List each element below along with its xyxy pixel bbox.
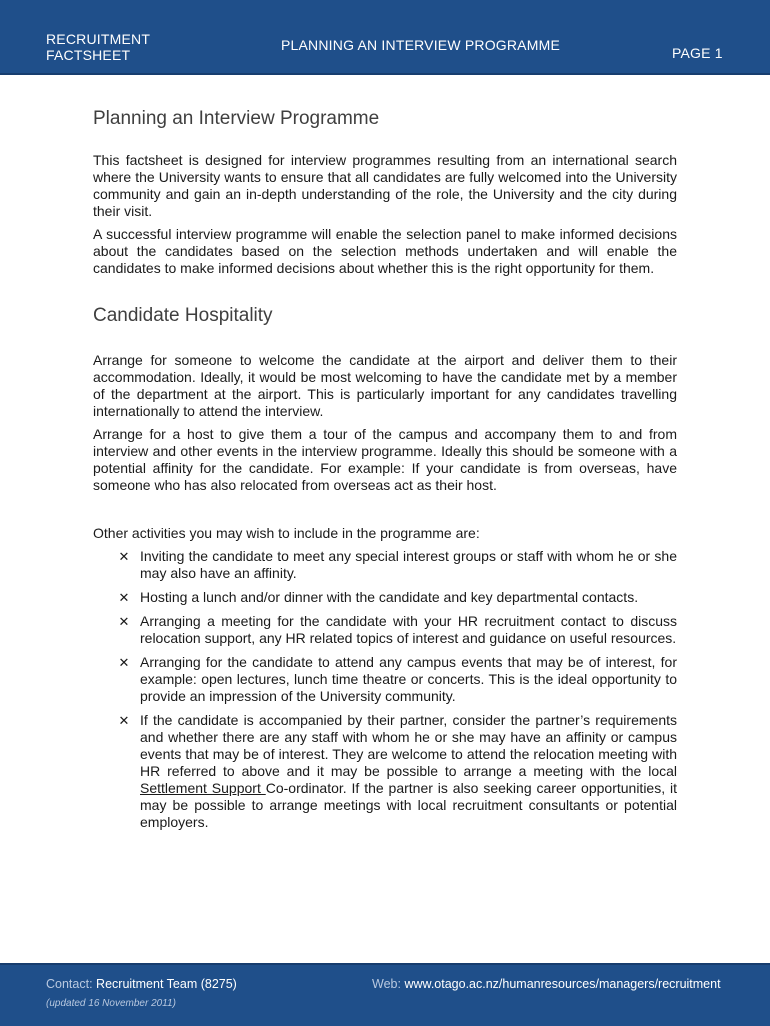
page-header [0, 0, 770, 75]
list-item [117, 712, 677, 831]
section-title-hospitality: Candidate Hospitality [93, 305, 273, 326]
hospitality-paragraph-2: Arrange for a host to give them a tour of the campus and accompany them to and from interview and other events in the interview programme. Ideally this should be someone with a potential affinity for the candidate. For example: If your candidate is from overseas, have someone who has also relocated from overseas act as their host. [93, 426, 677, 493]
intro-paragraph-2: A successful interview programme will enable the selection panel to make informed decisions about the candidates based on the selection methods undertaken and will enable the candidates to make informed decisions about whether this is the right opportunity for them. [93, 226, 677, 276]
settlement-support-link[interactable]: Settlement Support [140, 780, 266, 796]
activities-list [93, 548, 677, 831]
header-page-number: PAGE 1 [672, 45, 723, 61]
cross-bullet-icon: ✕ [118, 614, 130, 629]
list-item [117, 589, 677, 606]
list-item-text: Arranging a meeting for the candidate with your HR recruitment contact to discuss relocation support, any HR related topics of interest and guidance on useful resources. [140, 613, 677, 646]
footer-web-label: Web: [372, 977, 401, 991]
list-item [117, 613, 677, 647]
activities-intro: Other activities you may wish to include in the programme are: [93, 525, 480, 541]
cross-bullet-icon: ✕ [118, 549, 130, 564]
page-footer [0, 963, 770, 1026]
section-title-planning: Planning an Interview Programme [93, 108, 380, 129]
list-item-text: Inviting the candidate to meet any special interest groups or staff with whom he or she may also have an affinity. [140, 548, 677, 581]
list-item-text: Arranging for the candidate to attend any campus events that may be of interest, for example: open lectures, lunch time theatre or concerts. This is the ideal opportunity to provide an impression of the University community. [140, 654, 677, 704]
footer-contact-value: Recruitment Team (8275) [96, 977, 237, 991]
list-item-text: Hosting a lunch and/or dinner with the candidate and key departmental contacts. [140, 589, 639, 605]
document-body [93, 108, 677, 838]
intro-paragraph-1: This factsheet is designed for interview programmes resulting from an international search where the University wants to ensure that all candidates are fully welcomed into the University community and gain an in-depth understanding of the role, the University and the city during their visit. [93, 152, 677, 219]
cross-bullet-icon: ✕ [118, 590, 130, 605]
footer-updated-date: (updated 16 November 2011) [46, 998, 176, 1009]
list-item [117, 548, 677, 582]
cross-bullet-icon: ✕ [118, 655, 130, 670]
list-item-text-after-link: Co-ordinator. If the partner is also seeking career opportunities, it may be possible to arrange meetings with local recruitment consultants or potential employers. [140, 780, 677, 830]
header-doc-type-line1: RECRUITMENT [46, 31, 151, 47]
footer-contact-label: Contact: [46, 977, 93, 991]
cross-bullet-icon: ✕ [118, 713, 130, 728]
header-doc-type-line2: FACTSHEET [46, 47, 131, 63]
header-title: PLANNING AN INTERVIEW PROGRAMME [281, 37, 560, 53]
list-item [117, 654, 677, 705]
list-item-text-before-link: If the candidate is accompanied by their partner, consider the partner’s requirements and whether there are any staff with whom he or she may have an affinity or campus events that may be of interest. They are welcome to attend the relocation meeting with HR referred to above and it may be possible to arrange a meeting with the local [140, 712, 677, 779]
hospitality-paragraph-1: Arrange for someone to welcome the candidate at the airport and deliver them to their accommodation. Ideally, it would be most welcoming to have the candidate met by a member of the department at the airport. This is particularly important for any candidates travelling internationally to attend the interview. [93, 352, 677, 419]
footer-contact [46, 977, 237, 991]
footer-web [372, 977, 721, 991]
header-doc-type [46, 31, 150, 63]
footer-web-link[interactable]: www.otago.ac.nz/humanresources/managers/recruitment [404, 977, 721, 991]
